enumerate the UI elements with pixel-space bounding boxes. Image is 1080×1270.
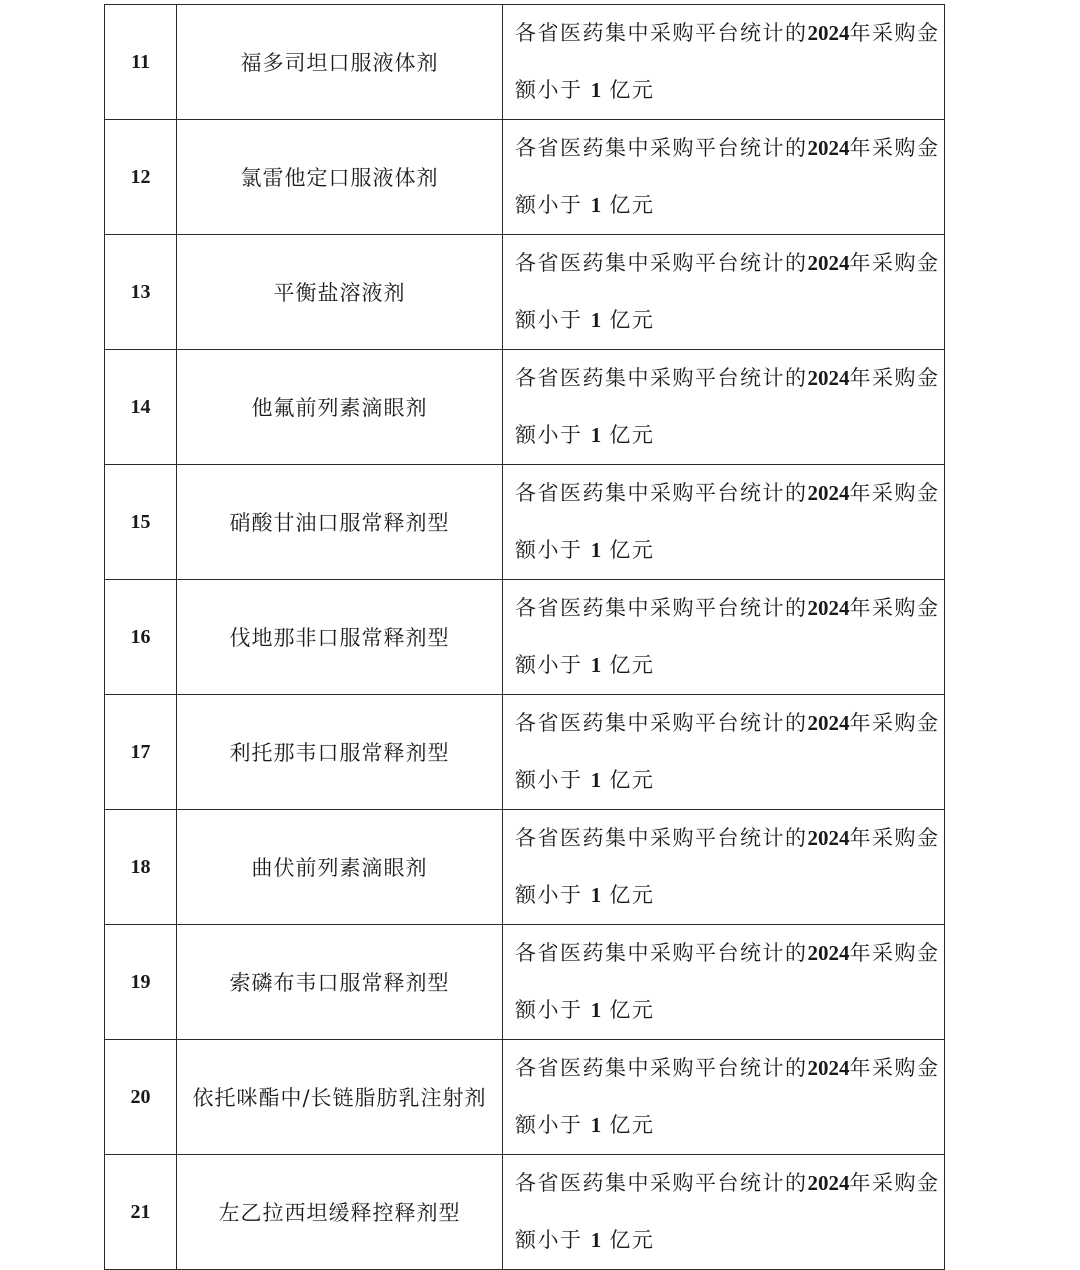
- drug-name: 他氟前列素滴眼剂: [177, 350, 503, 465]
- reason-line-2: [515, 407, 934, 464]
- reason-text-2: 年采购金: [849, 366, 940, 390]
- exclusion-reason: [503, 810, 945, 925]
- reason-amount: 1: [590, 193, 602, 217]
- row-number: 12: [105, 120, 177, 235]
- table-row: [105, 925, 945, 1040]
- reason-line-1: [515, 695, 940, 752]
- table-row: [105, 810, 945, 925]
- reason-amount: 1: [590, 78, 602, 102]
- reason-text-1: 各省医药集中采购平台统计的: [515, 251, 808, 275]
- reason-year: 2024: [807, 366, 850, 390]
- table-row: [105, 120, 945, 235]
- reason-text-1: 各省医药集中采购平台统计的: [515, 711, 808, 735]
- reason-text-3: 额小于: [515, 1228, 583, 1252]
- reason-line-2: [515, 752, 934, 809]
- reason-line-2: [515, 1212, 934, 1269]
- reason-text-4: 亿元: [609, 653, 655, 677]
- reason-text-1: 各省医药集中采购平台统计的: [515, 136, 808, 160]
- reason-line-2: [515, 62, 934, 119]
- reason-line-2: [515, 867, 934, 924]
- reason-text-4: 亿元: [609, 998, 655, 1022]
- reason-text-2: 年采购金: [849, 941, 940, 965]
- reason-line-1: [515, 580, 940, 637]
- reason-line-1: [515, 465, 940, 522]
- reason-line-2: [515, 177, 934, 234]
- row-number: 20: [105, 1040, 177, 1155]
- exclusion-reason: [503, 1040, 945, 1155]
- reason-text-4: 亿元: [609, 308, 655, 332]
- reason-text-1: 各省医药集中采购平台统计的: [515, 366, 808, 390]
- exclusion-reason: [503, 925, 945, 1040]
- row-number: 11: [105, 5, 177, 120]
- reason-year: 2024: [807, 136, 850, 160]
- reason-text-4: 亿元: [609, 538, 655, 562]
- exclusion-reason: [503, 235, 945, 350]
- reason-amount: 1: [590, 308, 602, 332]
- reason-line-1: [515, 810, 940, 867]
- reason-text-1: 各省医药集中采购平台统计的: [515, 21, 808, 45]
- drug-name: 平衡盐溶液剂: [177, 235, 503, 350]
- reason-year: 2024: [807, 826, 850, 850]
- reason-amount: 1: [590, 423, 602, 447]
- drug-name: 利托那韦口服常释剂型: [177, 695, 503, 810]
- reason-line-1: [515, 5, 940, 62]
- reason-year: 2024: [807, 1056, 850, 1080]
- reason-text-4: 亿元: [609, 423, 655, 447]
- table-row: [105, 350, 945, 465]
- reason-text-3: 额小于: [515, 193, 583, 217]
- row-number: 16: [105, 580, 177, 695]
- reason-text-2: 年采购金: [849, 136, 940, 160]
- row-number: 15: [105, 465, 177, 580]
- drug-name: 伐地那非口服常释剂型: [177, 580, 503, 695]
- reason-text-4: 亿元: [609, 1113, 655, 1137]
- table-row: [105, 1040, 945, 1155]
- reason-text-2: 年采购金: [849, 251, 940, 275]
- exclusion-reason: [503, 465, 945, 580]
- reason-amount: 1: [590, 653, 602, 677]
- table-row: [105, 235, 945, 350]
- reason-text-1: 各省医药集中采购平台统计的: [515, 1171, 808, 1195]
- reason-text-3: 额小于: [515, 998, 583, 1022]
- row-number: 14: [105, 350, 177, 465]
- reason-text-4: 亿元: [609, 768, 655, 792]
- exclusion-reason: [503, 120, 945, 235]
- drug-list-table: [104, 4, 945, 1270]
- drug-name: 硝酸甘油口服常释剂型: [177, 465, 503, 580]
- table-row: [105, 465, 945, 580]
- reason-amount: 1: [590, 1113, 602, 1137]
- reason-amount: 1: [590, 998, 602, 1022]
- reason-year: 2024: [807, 1171, 850, 1195]
- reason-year: 2024: [807, 941, 850, 965]
- reason-text-3: 额小于: [515, 768, 583, 792]
- reason-text-2: 年采购金: [849, 596, 940, 620]
- drug-name: 福多司坦口服液体剂: [177, 5, 503, 120]
- reason-text-4: 亿元: [609, 883, 655, 907]
- row-number: 17: [105, 695, 177, 810]
- row-number: 18: [105, 810, 177, 925]
- reason-text-1: 各省医药集中采购平台统计的: [515, 826, 808, 850]
- reason-line-2: [515, 982, 934, 1039]
- reason-text-3: 额小于: [515, 883, 583, 907]
- reason-text-2: 年采购金: [849, 1171, 940, 1195]
- table-body: [105, 5, 945, 1270]
- reason-amount: 1: [590, 1228, 602, 1252]
- reason-text-2: 年采购金: [849, 826, 940, 850]
- reason-text-1: 各省医药集中采购平台统计的: [515, 596, 808, 620]
- reason-text-3: 额小于: [515, 423, 583, 447]
- reason-text-1: 各省医药集中采购平台统计的: [515, 481, 808, 505]
- reason-line-2: [515, 292, 934, 349]
- reason-text-4: 亿元: [609, 1228, 655, 1252]
- reason-year: 2024: [807, 711, 850, 735]
- drug-name: 索磷布韦口服常释剂型: [177, 925, 503, 1040]
- exclusion-reason: [503, 5, 945, 120]
- drug-name: 曲伏前列素滴眼剂: [177, 810, 503, 925]
- reason-line-1: [515, 1040, 940, 1097]
- table-row: [105, 5, 945, 120]
- reason-line-2: [515, 1097, 934, 1154]
- reason-amount: 1: [590, 883, 602, 907]
- reason-line-1: [515, 235, 940, 292]
- reason-text-2: 年采购金: [849, 481, 940, 505]
- table-row: [105, 695, 945, 810]
- reason-text-2: 年采购金: [849, 21, 940, 45]
- reason-text-1: 各省医药集中采购平台统计的: [515, 941, 808, 965]
- reason-text-3: 额小于: [515, 1113, 583, 1137]
- table-row: [105, 580, 945, 695]
- drug-name: 依托咪酯中/长链脂肪乳注射剂: [177, 1040, 503, 1155]
- reason-text-3: 额小于: [515, 308, 583, 332]
- table-row: [105, 1155, 945, 1270]
- drug-name: 左乙拉西坦缓释控释剂型: [177, 1155, 503, 1270]
- reason-text-4: 亿元: [609, 78, 655, 102]
- row-number: 21: [105, 1155, 177, 1270]
- reason-line-1: [515, 1155, 940, 1212]
- reason-line-1: [515, 350, 940, 407]
- exclusion-reason: [503, 350, 945, 465]
- reason-text-3: 额小于: [515, 78, 583, 102]
- reason-year: 2024: [807, 251, 850, 275]
- drug-name: 氯雷他定口服液体剂: [177, 120, 503, 235]
- exclusion-reason: [503, 695, 945, 810]
- reason-text-1: 各省医药集中采购平台统计的: [515, 1056, 808, 1080]
- row-number: 13: [105, 235, 177, 350]
- reason-line-1: [515, 925, 940, 982]
- reason-line-2: [515, 522, 934, 579]
- reason-text-3: 额小于: [515, 538, 583, 562]
- reason-year: 2024: [807, 596, 850, 620]
- exclusion-reason: [503, 580, 945, 695]
- reason-text-3: 额小于: [515, 653, 583, 677]
- reason-amount: 1: [590, 538, 602, 562]
- reason-amount: 1: [590, 768, 602, 792]
- reason-text-2: 年采购金: [849, 1056, 940, 1080]
- reason-line-1: [515, 120, 940, 177]
- row-number: 19: [105, 925, 177, 1040]
- exclusion-reason: [503, 1155, 945, 1270]
- reason-text-2: 年采购金: [849, 711, 940, 735]
- reason-line-2: [515, 637, 934, 694]
- reason-year: 2024: [807, 481, 850, 505]
- reason-year: 2024: [807, 21, 850, 45]
- reason-text-4: 亿元: [609, 193, 655, 217]
